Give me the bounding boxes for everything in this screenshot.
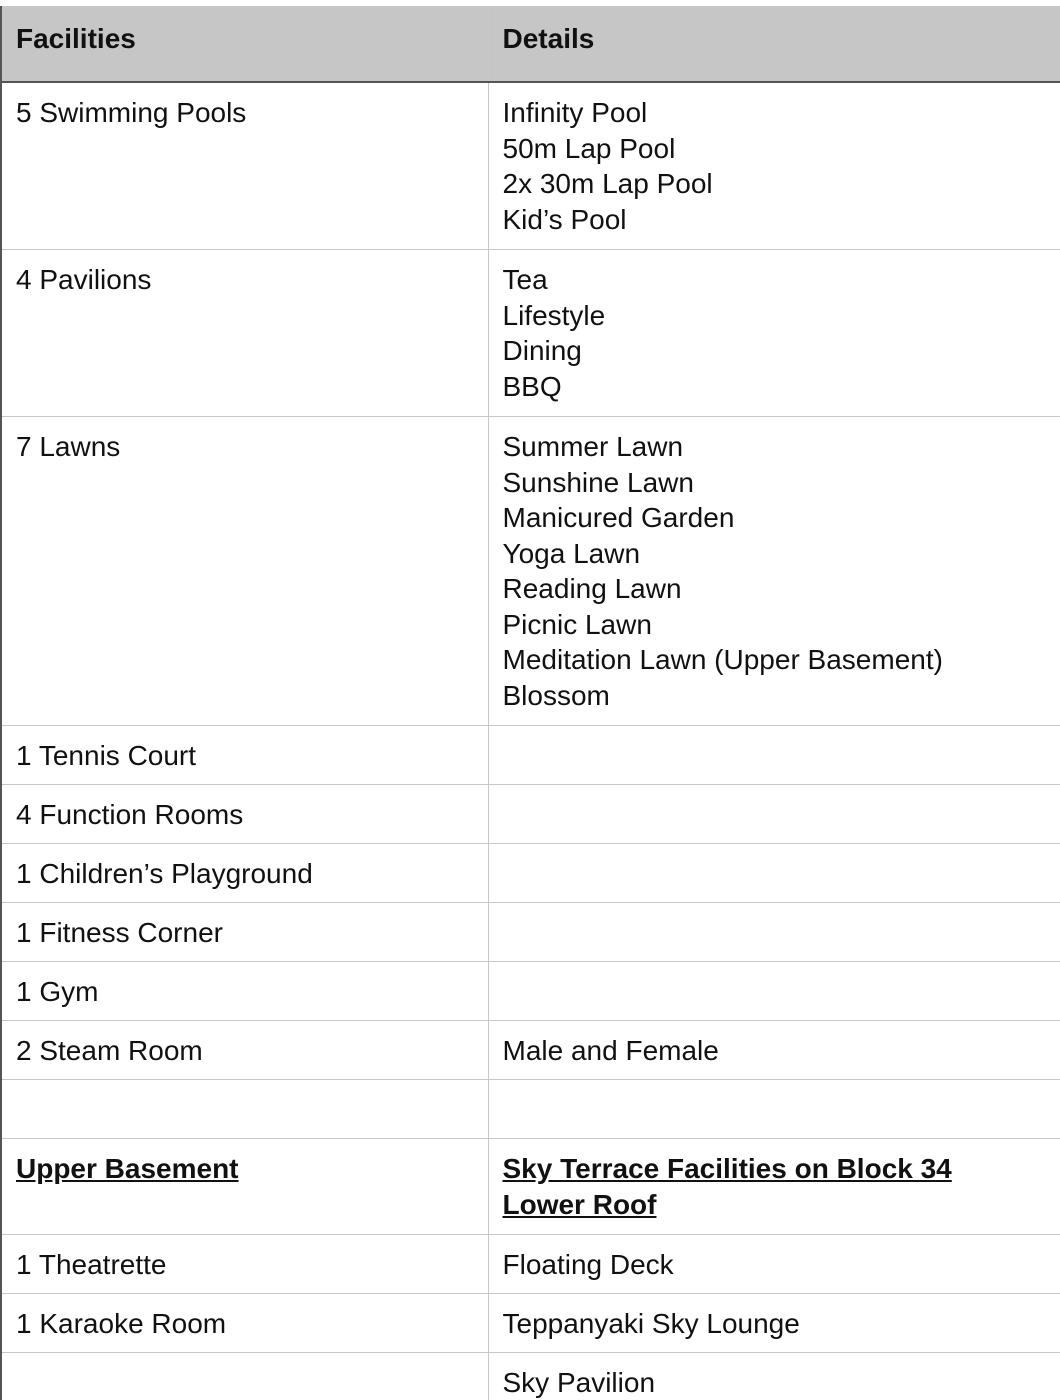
details-cell <box>488 844 1060 903</box>
sky-terrace-heading-line1: Sky Terrace Facilities on Block 34 <box>502 1153 952 1184</box>
details-cell <box>488 785 1060 844</box>
facility-cell: 4 Pavilions <box>1 250 488 417</box>
details-cell: Male and Female <box>488 1021 1060 1080</box>
table-row <box>1 903 1060 962</box>
detail-line: Infinity Pool <box>502 97 648 128</box>
table-row <box>1 1235 1060 1294</box>
detail-line: BBQ <box>502 370 562 402</box>
details-cell <box>488 82 1060 250</box>
details-cell <box>488 250 1060 417</box>
details-cell <box>488 962 1060 1021</box>
detail-line: Blossom <box>502 679 610 711</box>
table-row <box>1 785 1060 844</box>
table-row <box>1 962 1060 1021</box>
facilities-table <box>0 6 1060 1400</box>
upper-basement-heading: Upper Basement <box>16 1153 239 1184</box>
table-row <box>1 1294 1060 1353</box>
table-row-empty <box>1 1080 1060 1139</box>
details-cell <box>488 726 1060 785</box>
facility-cell: 2 Steam Room <box>1 1021 488 1080</box>
facility-cell: 1 Theatrette <box>1 1235 488 1294</box>
detail-line: Meditation Lawn (Upper Basement) <box>502 644 943 675</box>
facility-cell: 1 Gym <box>1 962 488 1021</box>
details-cell: Sky Pavilion <box>488 1353 1060 1400</box>
section-heading-left <box>1 1139 488 1235</box>
sky-terrace-heading-line2: Lower Roof <box>502 1188 657 1220</box>
detail-line: Summer Lawn <box>502 431 684 462</box>
detail-line: Dining <box>502 335 582 366</box>
header-details: Details <box>488 7 1060 83</box>
detail-line: Sunshine Lawn <box>502 466 694 498</box>
details-cell <box>488 1080 1060 1139</box>
facility-cell: 7 Lawns <box>1 417 488 726</box>
detail-line: Manicured Garden <box>502 502 735 533</box>
facility-cell <box>1 1353 488 1400</box>
section-heading-row <box>1 1139 1060 1235</box>
detail-line: Lifestyle <box>502 299 606 331</box>
details-cell: Teppanyaki Sky Lounge <box>488 1294 1060 1353</box>
details-cell <box>488 903 1060 962</box>
facility-cell: 1 Karaoke Room <box>1 1294 488 1353</box>
table-row <box>1 844 1060 903</box>
detail-line: Tea <box>502 264 548 295</box>
header-facilities: Facilities <box>1 7 488 83</box>
facility-cell: 1 Children’s Playground <box>1 844 488 903</box>
detail-line: 2x 30m Lap Pool <box>502 168 713 199</box>
detail-line: Yoga Lawn <box>502 537 641 569</box>
facility-cell: 1 Fitness Corner <box>1 903 488 962</box>
table-row <box>1 82 1060 250</box>
table-row <box>1 250 1060 417</box>
section-heading-right <box>488 1139 1060 1235</box>
details-cell <box>488 417 1060 726</box>
table-row <box>1 1021 1060 1080</box>
facility-cell: 4 Function Rooms <box>1 785 488 844</box>
facility-cell <box>1 1080 488 1139</box>
facility-cell: 1 Tennis Court <box>1 726 488 785</box>
table-row <box>1 1353 1060 1400</box>
detail-line: Picnic Lawn <box>502 608 652 640</box>
detail-line: Kid’s Pool <box>502 203 627 235</box>
table-header-row <box>1 7 1060 83</box>
detail-line: Reading Lawn <box>502 573 682 604</box>
detail-line: 50m Lap Pool <box>502 132 676 164</box>
details-cell: Floating Deck <box>488 1235 1060 1294</box>
table-row <box>1 417 1060 726</box>
table-row <box>1 726 1060 785</box>
facility-cell: 5 Swimming Pools <box>1 82 488 250</box>
